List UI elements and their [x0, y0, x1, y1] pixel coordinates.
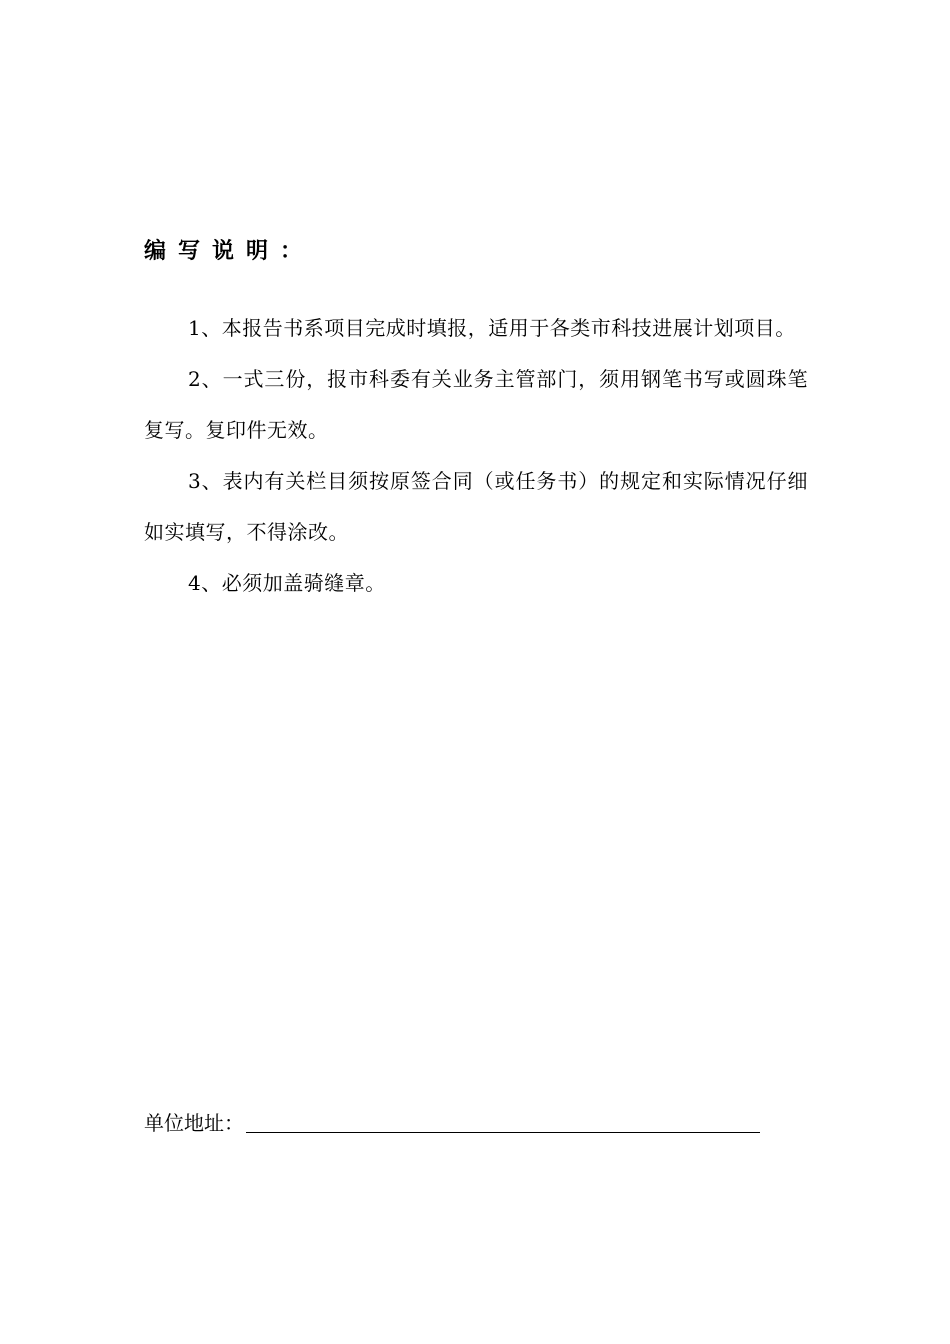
address-row	[144, 1106, 760, 1138]
instruction-item-1: 1、本报告书系项目完成时填报，适用于各类市科技进展计划项目。	[188, 316, 796, 340]
address-label: 单位地址：	[144, 1111, 244, 1135]
instruction-item-4: 4、必须加盖骑缝章。	[188, 571, 386, 595]
instruction-item-2: 2、一式三份，报市科委有关业务主管部门，须用钢笔书写或圆珠笔复写。复印件无效。	[144, 367, 808, 442]
address-fill-line[interactable]	[246, 1112, 760, 1133]
instructions-list	[144, 303, 808, 609]
instructions-heading: 编写说明：	[144, 238, 315, 264]
instruction-item-3: 3、表内有关栏目须按原签合同（或任务书）的规定和实际情况仔细如实填写，不得涂改。	[144, 469, 808, 544]
